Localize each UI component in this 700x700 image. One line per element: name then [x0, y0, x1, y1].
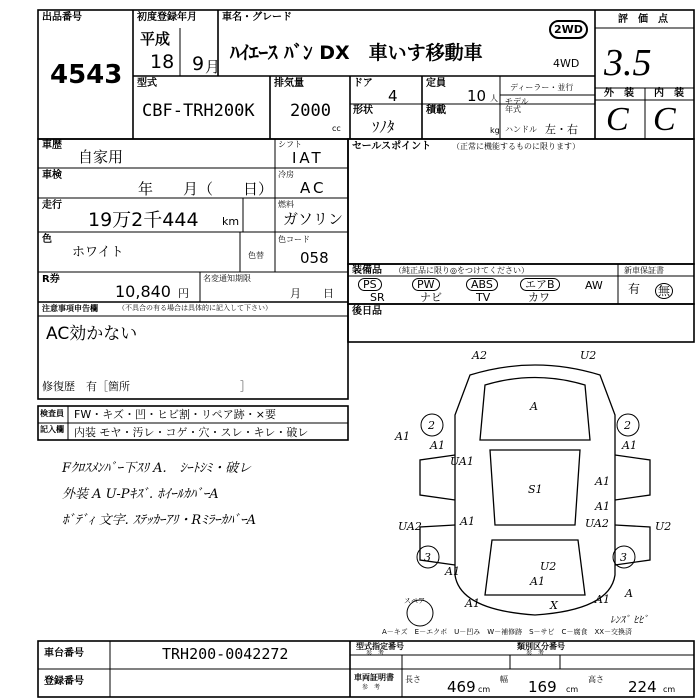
notes-label: 注意事項申告欄 [42, 304, 98, 313]
cert-label: 型式指定番号 [356, 642, 404, 651]
registration-label: 登録番号 [44, 676, 84, 687]
equip-airbag: エアB [520, 278, 560, 291]
inspection-label: 車検 [42, 170, 62, 181]
notes-text: AC効かない [46, 324, 138, 344]
mileage-value: 19万2千444 [88, 209, 199, 231]
equip-abs: ABS [466, 278, 498, 291]
mark-ua2-right: UA2 [585, 517, 609, 530]
mark-a1-rear-right: A1 [595, 500, 610, 513]
recycle-label: R券 [42, 274, 60, 285]
height-unit: cm [663, 685, 676, 694]
first-reg-label: 初度登録年月 [137, 12, 197, 23]
shape-value: ｿﾉﾀ [372, 118, 395, 136]
first-reg-month-unit: 月 [205, 58, 221, 76]
equipment-label: 装備品 [352, 265, 382, 276]
repair-value: 有［箇所 ］ [86, 380, 251, 393]
mark-ua2-left: UA2 [398, 520, 422, 533]
sales-point-label: セールスポイント [352, 141, 432, 152]
usage-label: 車歴 [42, 140, 62, 151]
mark-3-right: 3 [620, 551, 627, 564]
mark-a-hood: A [530, 400, 538, 413]
mark-a1-right-front: A1 [622, 439, 637, 452]
mark-lens-crack: ﾚﾝｽﾞ ﾋﾋﾞ [610, 615, 649, 626]
fuel-value: ガソリン [283, 210, 344, 228]
capacity-value: 10 [467, 87, 487, 105]
mark-a1-door-right: A1 [595, 475, 610, 488]
score-value: 3.5 [604, 42, 652, 84]
mark-x: X [550, 599, 558, 612]
inspection-value: 年 月（ 日） [138, 180, 274, 198]
height-value: 224 [628, 678, 657, 696]
notes-label-note: （不具合の有る場合は具体的に記入して下さい） [118, 304, 272, 312]
interior-grade: C [653, 101, 676, 138]
equip-leather: カワ [528, 291, 550, 304]
equip-navi: ナビ [420, 291, 442, 304]
warranty-yes: 有 [628, 282, 641, 296]
cert-ref: 参 考 [366, 650, 385, 657]
lot-label: 出品番号 [42, 12, 82, 23]
repair-label: 修復歴 [42, 380, 75, 393]
mark-a-bumper: A [625, 587, 633, 600]
ac-value: AC [300, 179, 327, 197]
remark-line-2: 外装 A U-Pｷｽﾞ. ﾎｲｰﾙｶﾊﾞｰA [62, 487, 219, 502]
equip-pw: PW [412, 278, 440, 291]
warranty-label: 新車保証書 [624, 266, 664, 275]
shift-label: シフト [278, 140, 302, 149]
mark-a1-rear-left: A1 [445, 565, 460, 578]
mark-2-left: 2 [428, 419, 435, 432]
loadcap-unit: kg [490, 126, 500, 135]
length-unit: cm [478, 685, 491, 694]
fuel-label: 燃料 [278, 200, 294, 209]
displacement-value: 2000 [290, 101, 331, 121]
interior-label: 内 装 [654, 88, 684, 99]
shape-label: 形状 [353, 105, 373, 116]
inspector-row1: FW・キズ・凹・ヒビ割・リペア跡・×要 [74, 408, 276, 421]
recycle-value: 10,840 [115, 282, 171, 301]
dims-label: 車両証明書 [354, 673, 394, 682]
dealer-label: ディーラー・並行 [510, 83, 574, 92]
sales-point-note: （正常に機能するものに限ります） [452, 142, 580, 151]
mark-a2-roof: A2 [472, 349, 487, 362]
category-label: 類別区分番号 [517, 642, 565, 651]
dims-ref: 参 考 [362, 684, 381, 691]
mark-a1-tail: A1 [530, 575, 545, 588]
drive-4wd: 4WD [553, 57, 580, 70]
mark-2-right: 2 [624, 419, 631, 432]
chassis-label: 車台番号 [44, 648, 84, 659]
displacement-label: 排気量 [274, 78, 304, 89]
displacement-unit: cc [332, 124, 341, 133]
tax-value: 月 日 [290, 287, 334, 300]
width-label: 幅 [500, 675, 508, 684]
inspector-row2: 内装 モヤ・汚レ・コゲ・穴・スレ・キレ・破レ [74, 426, 309, 439]
model-code: CBF-TRH200K [142, 101, 255, 121]
first-reg-month: 9 [192, 53, 205, 75]
model-year-label: モデル年式 [505, 97, 529, 114]
recycle-unit: 円 [178, 287, 189, 300]
drive-2wd: 2WD [549, 20, 588, 39]
remark-line-1: Fｸﾛｽﾒﾝﾊﾞｰ下ｽﾘ A. ｼｰﾄｼﾐ・破レ [62, 461, 252, 476]
capacity-unit: 人 [490, 94, 498, 103]
mark-a1-left-front: A1 [430, 439, 445, 452]
equip-tv: TV [476, 291, 491, 304]
spare-label: スペア [404, 597, 425, 605]
remark-line-3: ﾎﾞﾃﾞｨ 文字. ｽﾃｯｶｰｱﾘ・RﾐﾗｰｶﾊﾞｰA [62, 513, 257, 528]
chassis-value: TRH200-0042272 [162, 645, 289, 663]
lot-number: 4543 [50, 60, 123, 90]
equip-sr: SR [370, 291, 385, 304]
loadcap-label: 積載 [426, 105, 446, 116]
handle-value: 左・右 [545, 123, 578, 136]
color-code-label: 色コード [278, 235, 310, 244]
mileage-unit: km [222, 215, 240, 228]
equipment-note: （純正品に限り◎をつけてください） [394, 266, 529, 275]
model-label: 型式 [137, 78, 157, 89]
color-value: ホワイト [72, 245, 124, 260]
exterior-grade: C [606, 101, 629, 138]
capacity-label: 定員 [426, 78, 446, 89]
width-value: 169 [528, 678, 557, 696]
color-label: 色 [42, 234, 52, 245]
mark-u2-roof: U2 [580, 349, 597, 362]
inspector-label2: 記入欄 [40, 425, 64, 434]
usage-value: 自家用 [78, 148, 124, 166]
color-change-label: 色替 [248, 251, 264, 260]
width-unit: cm [566, 685, 579, 694]
car-damage-diagram [390, 345, 680, 635]
mark-u2-tail: U2 [540, 560, 557, 573]
height-label: 高さ [588, 675, 604, 684]
name-label: 車名・グレード [222, 12, 292, 23]
inspector-label1: 検査員 [40, 409, 64, 418]
shift-value: IAT [292, 149, 324, 167]
mileage-label: 走行 [42, 200, 62, 211]
mark-3-left: 3 [424, 551, 431, 564]
score-label: 評 価 点 [618, 14, 668, 25]
tax-label: 名変通知期限 [203, 274, 251, 283]
length-value: 469 [447, 678, 476, 696]
first-reg-year: 18 [150, 51, 175, 73]
equip-aw: AW [585, 279, 603, 292]
color-code-value: 058 [300, 249, 329, 267]
exterior-label: 外 装 [604, 88, 634, 99]
mark-ua1: UA1 [450, 455, 474, 468]
equip-ps: PS [358, 278, 382, 291]
mark-s1: S1 [528, 483, 543, 496]
length-label: 長さ [405, 675, 421, 684]
doors-label: ドア [353, 78, 373, 89]
doors-value: 4 [388, 87, 398, 105]
mark-a1-tail-left: A1 [465, 597, 480, 610]
ac-label: 冷房 [278, 170, 294, 179]
category-ref: 参 考 [526, 650, 545, 657]
mark-a1-door-left: A1 [460, 515, 475, 528]
car-name: ﾊｲｴｰｽ ﾊﾞﾝ DX 車いす移動車 [230, 42, 483, 64]
mark-a1-tail-right: A1 [595, 593, 610, 606]
mark-u2-right: U2 [655, 520, 672, 533]
rear-seat-label: 後日品 [352, 306, 382, 317]
first-reg-era: 平成 [140, 30, 171, 48]
handle-label: ハンドル [505, 125, 537, 134]
mark-a1-left-edge: A1 [395, 430, 410, 443]
warranty-no: 無 [655, 283, 673, 299]
legend: A－キズ E－エクボ U－凹み W－補修跡 S－サビ C－腐食 XX－交換済 [382, 628, 633, 636]
